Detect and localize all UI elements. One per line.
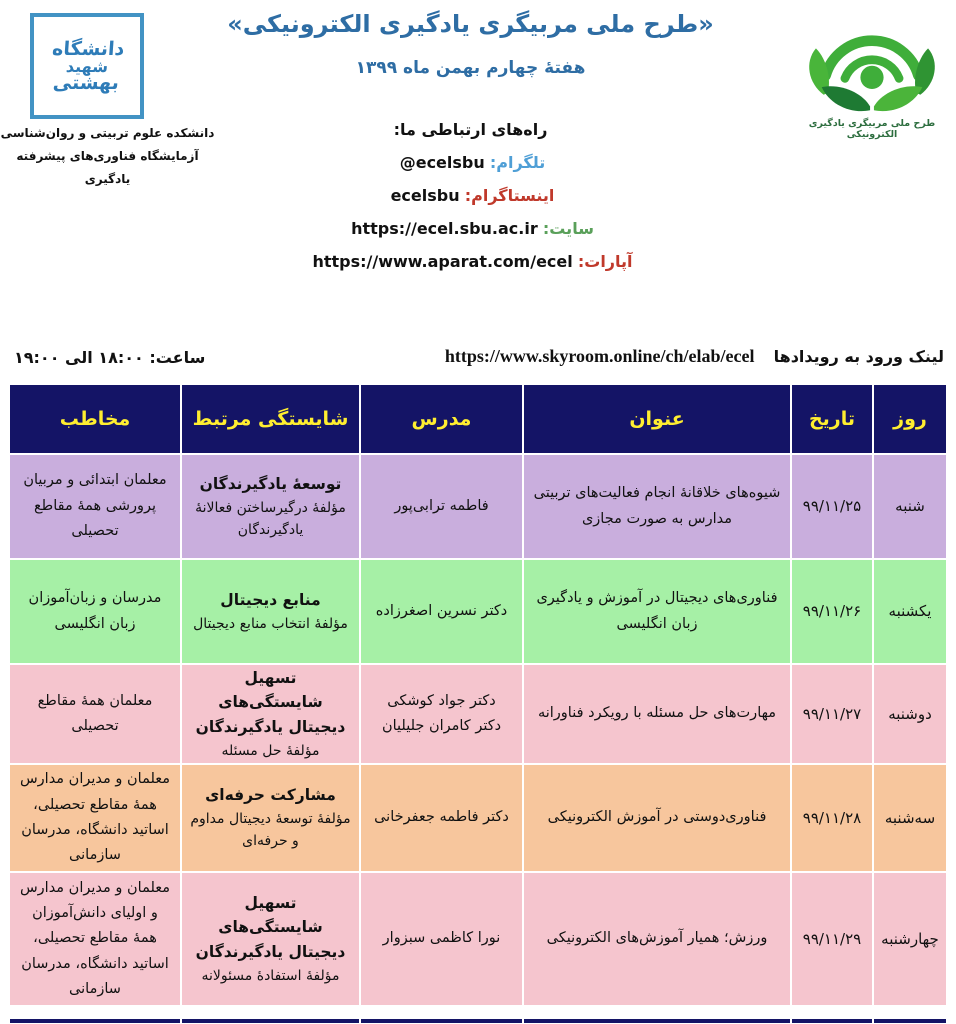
cell-date: ۹۹/۱۱/۲۸ [792,765,872,871]
plan-logo [794,2,950,140]
col-header-competency: شایستگی مرتبط [182,385,359,453]
cell-day: یکشنبه [874,560,946,663]
university-calligraphy [49,37,126,94]
cell-day: دوشنبه [874,665,946,763]
cell-competency [182,560,359,663]
competency-detail: مؤلفهٔ توسعهٔ دیجیتال مداوم و حرفه‌ای [190,811,351,850]
header-center [180,8,761,271]
faculty-line-1: دانشکده علوم تربیتی و روان‌شناسی [0,126,215,140]
cell-competency [182,873,359,1005]
cell-audience: معلمان و مدیران مدارس و اولیای دانش‌آموزان همهٔ مقاطع تحصیلی، اساتید دانشگاه، مدرسان سازمانی [10,873,180,1005]
col-header-audience: مخاطب [10,385,180,453]
cell-day: شنبه [874,455,946,558]
page-subtitle: هفتهٔ چهارم بهمن ماه ۱۳۹۹ [355,57,586,78]
cell-instructor [361,665,522,763]
university-logo [30,13,144,119]
cell-title: فناوری‌دوستی در آموزش الکترونیکی [524,765,790,871]
cell-day: سه‌شنبه [874,765,946,871]
elearning-coaching-logo-icon [794,2,950,118]
telegram-line [180,153,761,172]
cell-competency [182,455,359,558]
cell-title: مهارت‌های حل مسئله با رویکرد فناورانه [524,665,790,763]
competency-title: تسهیل شایستگی‌های دیجیتال یادگیرندگان [195,668,346,737]
telegram-handle[interactable]: @ecelsbu [399,152,485,172]
telegram-label: تلگرام: [489,152,546,172]
instagram-handle[interactable]: ecelsbu [390,185,460,205]
cell-title: شیوه‌های خلاقانهٔ انجام فعالیت‌های تربیتی مدارس به صورت مجازی [524,455,790,558]
event-link-url[interactable]: https://www.skyroom.online/ch/elab/ecel [444,346,755,366]
instructor-name: فاطمه ترابی‌پور [394,497,489,514]
cell-instructor [361,765,522,871]
cell-competency [182,765,359,871]
competency-detail: مؤلفهٔ حل مسئله [221,743,320,759]
site-url[interactable]: https://ecel.sbu.ac.ir [351,218,538,238]
competency-title: منابع دیجیتال [220,590,321,609]
instructor-name: دکتر نسرین اصغرزاده [375,602,508,619]
col-header-instructor: مدرس [361,385,522,453]
page-title: «طرح ملی مربیگری یادگیری الکترونیکی» [227,10,714,38]
competency-title: تسهیل شایستگی‌های دیجیتال یادگیرندگان [195,893,346,962]
logo-line: بهشتی [52,71,120,94]
instructor-name: نورا کاظمی سبزوار [382,930,501,947]
cutoff-row-stripe [10,1019,946,1023]
competency-title: توسعهٔ یادگیرندگان [199,474,342,493]
schedule-table [10,385,946,1005]
cell-instructor [361,560,522,663]
event-link-label: لینک ورود به رویدادها [773,347,944,366]
cell-date: ۹۹/۱۱/۲۶ [792,560,872,663]
contact-heading: راه‌های ارتباطی ما: [393,119,548,139]
competency-detail: مؤلفهٔ استفادهٔ مسئولانه [201,968,340,984]
cell-title: فناوری‌های دیجیتال در آموزش و یادگیری زبان انگلیسی [524,560,790,663]
cell-audience: معلمان و مدیران مدارس همهٔ مقاطع تحصیلی، اساتید دانشگاه، مدرسان سازمانی [10,765,180,871]
faculty-line-2: آزمایشگاه فناوری‌های پیشرفته یادگیری [16,148,199,186]
cell-competency [182,665,359,763]
event-time: ساعت: ۱۸:۰۰ الی ۱۹:۰۰ [14,348,206,367]
col-header-title: عنوان [524,385,790,453]
cell-instructor [361,873,522,1005]
logo-line: دانشگاه [51,37,126,60]
instructor-name-2: دکتر کامران جلیلیان [381,718,502,734]
cell-audience: مدرسان و زبان‌آموزان زبان انگلیسی [10,560,180,663]
event-link-line [445,346,944,367]
aparat-url[interactable]: https://www.aparat.com/ecel [312,251,573,271]
instagram-line [180,186,761,205]
cell-title: ورزش؛ همیار آموزش‌های الکترونیکی [524,873,790,1005]
logo-line: شهید [65,56,109,76]
cell-audience: معلمان همهٔ مقاطع تحصیلی [10,665,180,763]
aparat-line [180,252,761,271]
site-label: سایت: [542,218,594,238]
cell-date: ۹۹/۱۱/۲۹ [792,873,872,1005]
col-header-date: تاریخ [792,385,872,453]
cell-audience: معلمان ابتدائی و مربیان پرورشی همهٔ مقاطع تحصیلی [10,455,180,558]
competency-detail: مؤلفهٔ درگیرساختن فعالانهٔ یادگیرندگان [195,499,346,538]
site-line [180,219,761,238]
col-header-day: روز [874,385,946,453]
cell-date: ۹۹/۱۱/۲۷ [792,665,872,763]
instructor-name: دکتر جواد کوشکی [387,692,496,709]
competency-title: مشارکت حرفه‌ای [205,786,336,805]
aparat-label: آپارات: [577,251,633,271]
cell-day: چهارشنبه [874,873,946,1005]
instagram-label: اینستاگرام: [464,185,555,205]
instructor-name: دکتر فاطمه جعفرخانی [374,809,509,826]
event-row [0,340,956,384]
plan-logo-caption: طرح ملی مربیگری یادگیری الکترونیکی [808,118,936,140]
cell-instructor [361,455,522,558]
competency-detail: مؤلفهٔ انتخاب منابع دیجیتال [193,615,348,632]
cell-date: ۹۹/۱۱/۲۵ [792,455,872,558]
